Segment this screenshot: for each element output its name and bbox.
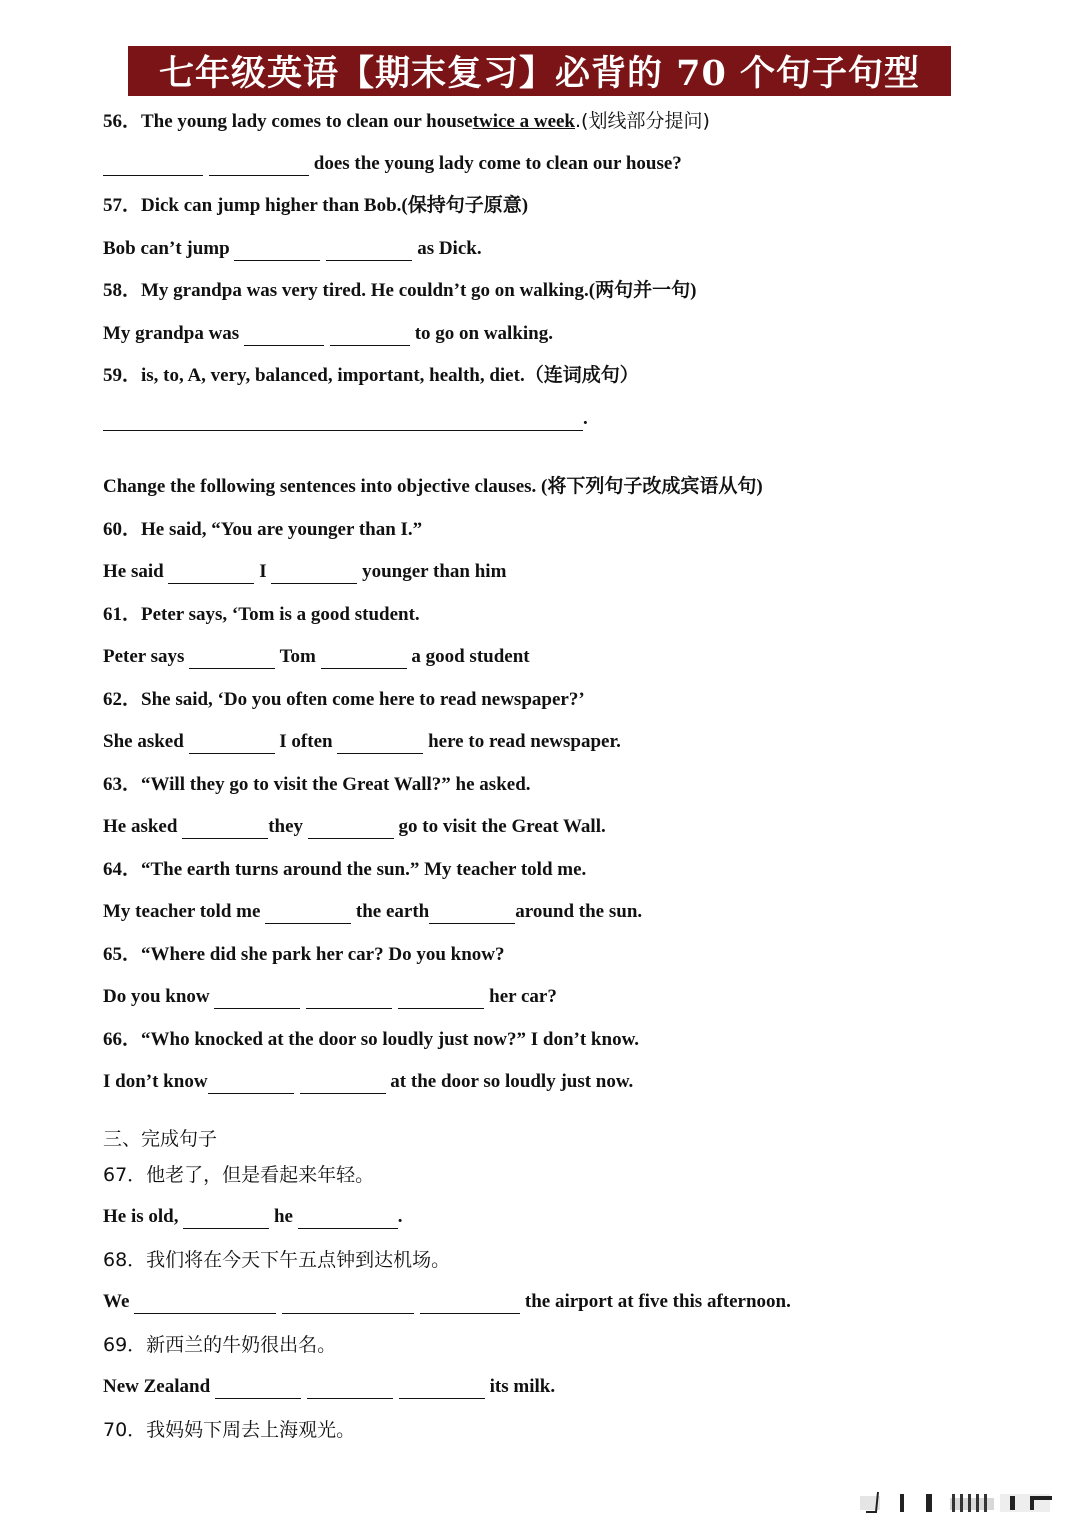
answer-blank[interactable] [398, 984, 484, 1009]
question-64: 64．“The earth turns around the sun.” My teacher told me. [103, 858, 587, 880]
question-68: 68．我们将在今天下午五点钟到达机场。 [103, 1248, 451, 1271]
answer-blank[interactable] [182, 814, 268, 839]
answer-blank[interactable] [326, 236, 412, 261]
answer-60: He said I younger than him [103, 561, 507, 582]
section-heading: 三、完成句子 [103, 1127, 218, 1150]
answer-blank[interactable] [337, 729, 423, 754]
question-66: 66．“Who knocked at the door so loudly just now?” I don’t know. [103, 1028, 639, 1050]
answer-58: My grandpa was to go on walking. [103, 322, 553, 344]
answer-62: She asked I often here to read newspaper. [103, 731, 621, 752]
question-65: 65．“Where did she park her car? Do you know? [103, 943, 505, 965]
answer-68: We the airport at five this afternoon. [103, 1291, 791, 1312]
question-60: 60．He said, “You are younger than I.” [103, 518, 423, 540]
answer-blank[interactable] [244, 321, 324, 346]
question-67: 67．他老了，但是看起来年轻。 [103, 1163, 375, 1186]
answer-blank[interactable] [271, 559, 357, 584]
question-70: 70．我妈妈下周去上海观光。 [103, 1418, 356, 1441]
answer-blank[interactable] [209, 151, 309, 176]
answer-blank[interactable] [321, 644, 407, 669]
answer-57: Bob can’t jump as Dick. [103, 237, 482, 259]
answer-blank[interactable] [298, 1204, 398, 1229]
answer-61: Peter says Tom a good student [103, 646, 530, 667]
answer-65: Do you know her car? [103, 986, 557, 1007]
answer-blank[interactable] [282, 1289, 414, 1314]
question-56: 56．The young lady comes to clean our housetwice a week.(划线部分提问) [103, 110, 710, 132]
answer-blank[interactable] [189, 729, 275, 754]
answer-56: does the young lady come to clean our house? [103, 147, 1003, 190]
page-title: 七年级英语【期末复习】必背的 70 个句子句型 [158, 53, 921, 94]
answer-blank[interactable] [189, 644, 275, 669]
answer-64: My teacher told me the earth around the sun. [103, 901, 643, 922]
answer-blank[interactable] [330, 321, 410, 346]
question-69: 69．新西兰的牛奶很出名。 [103, 1333, 337, 1356]
answer-69: New Zealand its milk. [103, 1376, 556, 1397]
answer-blank[interactable] [399, 1374, 485, 1399]
watermark-graphic [860, 1488, 1060, 1516]
answer-blank[interactable] [215, 1374, 301, 1399]
question-57: 57．Dick can jump higher than Bob.(保持句子原意) [103, 195, 529, 216]
answer-67: He is old, he . [103, 1206, 403, 1227]
worksheet-content [103, 104, 1003, 1455]
answer-blank[interactable] [307, 1374, 393, 1399]
answer-blank[interactable] [420, 1289, 520, 1314]
answer-blank[interactable] [306, 984, 392, 1009]
question-62: 62．She said, ‘Do you often come here to read newspaper?’ [103, 688, 585, 710]
question-58: 58．My grandpa was very tired. He couldn’t go on walking.(两句并一句) [103, 280, 697, 301]
question-61: 61．Peter says, ‘Tom is a good student. [103, 603, 420, 625]
answer-blank[interactable] [429, 899, 515, 924]
answer-blank[interactable] [103, 151, 203, 176]
title-banner [128, 46, 951, 96]
answer-63: He asked they go to visit the Great Wall. [103, 816, 606, 837]
answer-blank[interactable] [183, 1204, 269, 1229]
underlined-phrase: twice a week [472, 111, 576, 132]
answer-blank[interactable] [208, 1069, 294, 1094]
answer-blank[interactable] [214, 984, 300, 1009]
answer-blank[interactable] [308, 814, 394, 839]
answer-blank[interactable] [234, 236, 320, 261]
answer-blank[interactable] [134, 1289, 276, 1314]
question-59: 59．is, to, A, very, balanced, important, health, diet.（连词成句） [103, 365, 639, 386]
question-63: 63．“Will they go to visit the Great Wall?” he asked. [103, 773, 531, 795]
answer-59: . [103, 402, 1003, 445]
instruction: Change the following sentences into objective clauses. (将下列句子改成宾语从句) [103, 476, 763, 497]
answer-66: I don’t know at the door so loudly just now. [103, 1071, 634, 1092]
answer-blank[interactable] [168, 559, 254, 584]
answer-blank[interactable] [265, 899, 351, 924]
answer-blank[interactable] [103, 406, 583, 431]
answer-blank[interactable] [300, 1069, 386, 1094]
